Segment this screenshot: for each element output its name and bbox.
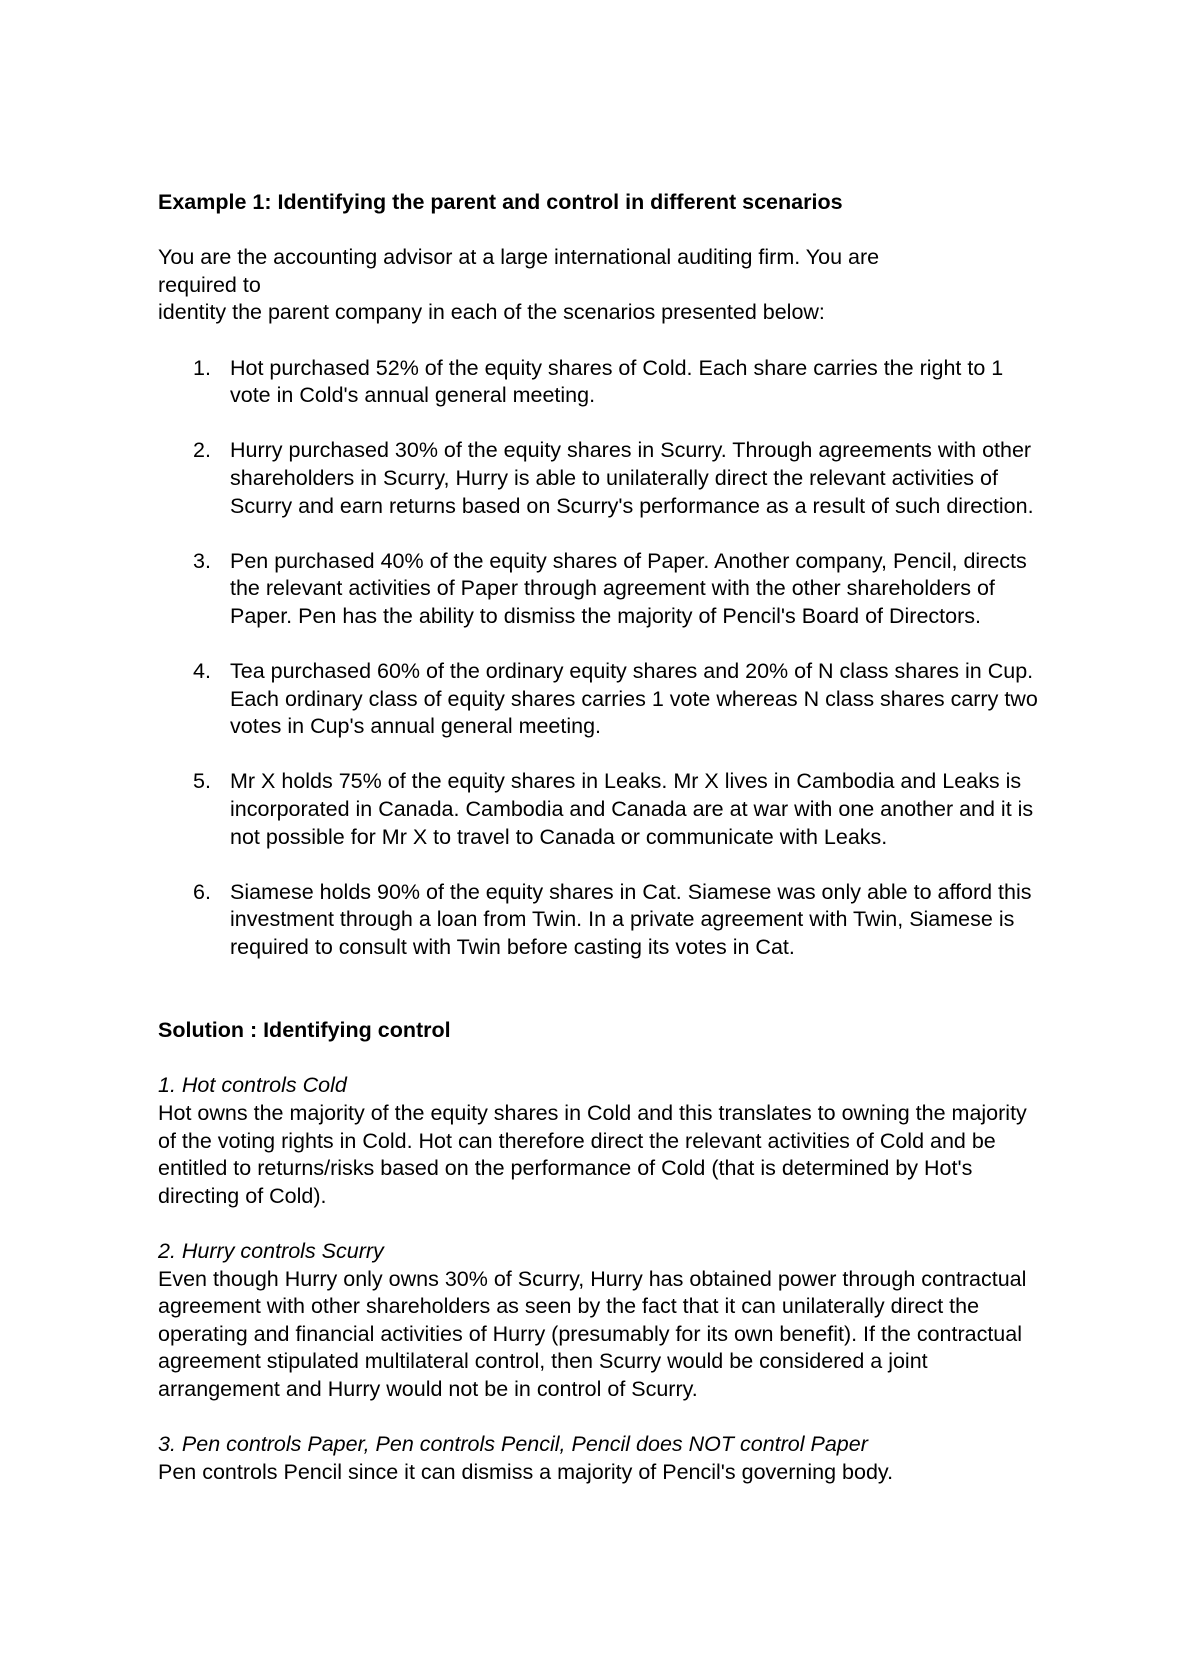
intro-line: You are the accounting advisor at a large international auditing firm. You are (158, 245, 880, 270)
list-item-text: Hurry purchased 30% of the equity shares in Scurry. Through agreements with other shareholders in Scurry, Hurry is able to unilaterally direct the relevant activities of Scurry and earn returns based on Scurry's performance as a result of such direction. (230, 438, 1034, 518)
list-item (158, 355, 1038, 410)
list-item (158, 879, 1038, 962)
list-item (158, 548, 1038, 631)
list-item-text: Mr X holds 75% of the equity shares in Leaks. Mr X lives in Cambodia and Leaks is incorporated in Canada. Cambodia and Canada are at war with one another and it is not possible for Mr X to travel to Canada or communicate with Leaks. (230, 769, 1034, 849)
document-page (158, 189, 1038, 1514)
list-number: 2. (193, 438, 211, 463)
list-number: 1. (193, 355, 211, 380)
example-heading: Example 1: Identifying the parent and control in different scenarios (158, 190, 843, 214)
list-item-text: Tea purchased 60% of the ordinary equity shares and 20% of N class shares in Cup. Each ordinary class of equity shares carries 1 vote whereas N class shares carry two votes in Cup's annual general meeting. (230, 659, 1038, 739)
intro-paragraph (158, 244, 1038, 327)
solution-title: 3. Pen controls Paper, Pen controls Pencil, Pencil does NOT control Paper (158, 1432, 868, 1457)
solution-body: Pen controls Pencil since it can dismiss a majority of Pencil's governing body. (158, 1459, 894, 1484)
intro-line: identity the parent company in each of the scenarios presented below: (158, 300, 825, 325)
scenario-list (158, 355, 1038, 962)
solution-heading: Solution : Identifying control (158, 1018, 451, 1043)
solution-block (158, 1072, 1038, 1210)
list-item (158, 658, 1038, 741)
list-number: 4. (193, 659, 211, 684)
spacer (158, 989, 1038, 1017)
list-item-text: Hot purchased 52% of the equity shares of Cold. Each share carries the right to 1 vote in Cold's annual general meeting. (230, 355, 1004, 408)
solution-body: Even though Hurry only owns 30% of Scurry, Hurry has obtained power through contractual agreement with other shareholders as seen by the fact that it can unilaterally direct the operating and financial activities of Hurry (presumably for its own benefit). If the contractual agreement stipulated multilateral control, then Scurry would be considered a joint arrangement and Hurry would not be in control of Scurry. (158, 1266, 1027, 1401)
spacer (158, 217, 1038, 245)
solution-title: 1. Hot controls Cold (158, 1073, 347, 1098)
solution-block (158, 1431, 1038, 1486)
list-number: 6. (193, 879, 211, 904)
solution-block (158, 1238, 1038, 1404)
intro-line: required to (158, 272, 261, 297)
solution-body: Hot owns the majority of the equity shares in Cold and this translates to owning the majority of the voting rights in Cold. Hot can therefore direct the relevant activities of Cold and be entitled to returns/risks based on the performance of Cold (that is determined by Hot's directing of Cold). (158, 1101, 1027, 1208)
list-item-text: Siamese holds 90% of the equity shares in Cat. Siamese was only able to afford this investment through a loan from Twin. In a private agreement with Twin, Siamese is required to consult with Twin before casting its votes in Cat. (230, 879, 1032, 960)
solution-title: 2. Hurry controls Scurry (158, 1238, 384, 1263)
spacer (158, 327, 1038, 355)
list-item (158, 768, 1038, 851)
list-number: 3. (193, 548, 211, 573)
list-number: 5. (193, 769, 211, 794)
list-item (158, 437, 1038, 520)
spacer (158, 1045, 1038, 1073)
list-item-text: Pen purchased 40% of the equity shares of Paper. Another company, Pencil, directs the relevant activities of Paper through agreement with the other shareholders of Paper. Pen has the ability to dismiss the majority of Pencil's Board of Directors. (230, 548, 1027, 628)
